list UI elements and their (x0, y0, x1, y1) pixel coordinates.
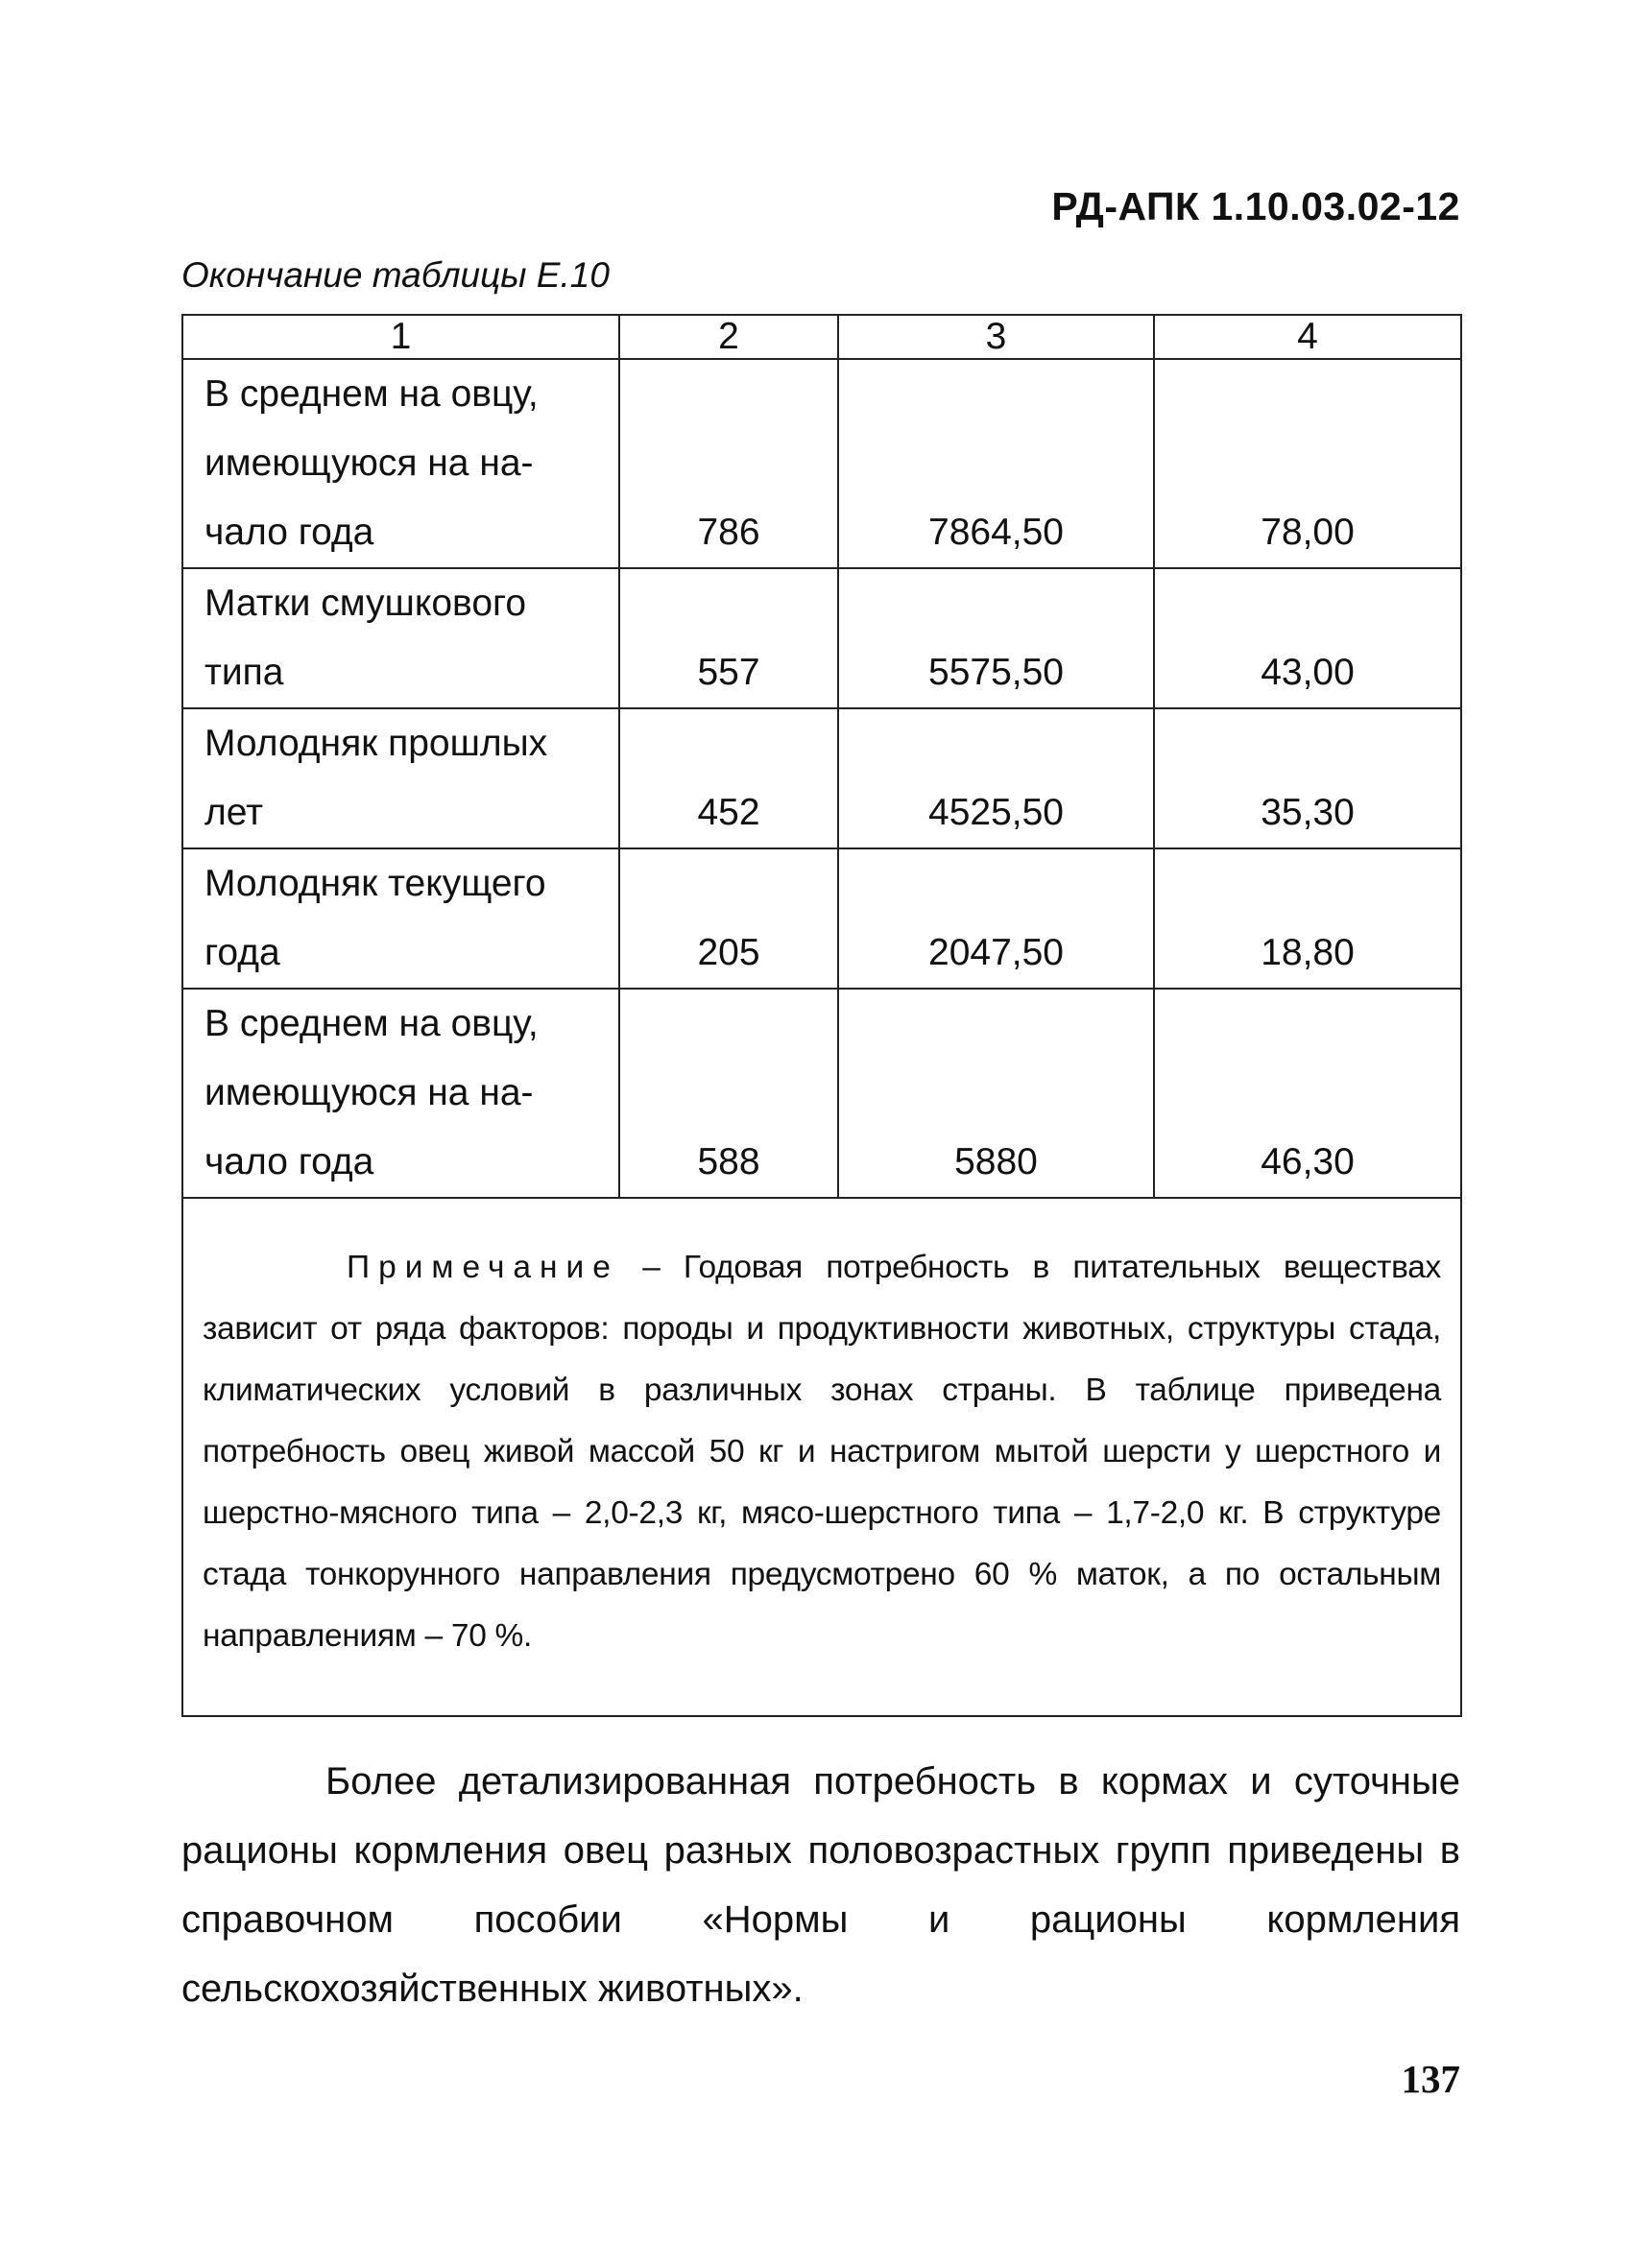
note-text: – Годовая потребность в питательных веществах зависит от ряда факторов: породы и продуктивности животных, структуры стада, климатических условий в различных зонах страны. В таблице приведена потребность овец живой массой 50 кг и настригом мытой шерсти у шерстного и шерстно-мясного типа – 2,0-2,3 кг, мясо-шерстного типа – 1,7-2,0 кг. В структуре стада тонкорунного направления предусмотрено 60 % маток, а по остальным направлениям – 70 %. (203, 1250, 1441, 1654)
table-row (182, 359, 1461, 568)
table-cell: 786 (619, 359, 838, 568)
row-label (182, 359, 619, 568)
row-label (182, 989, 619, 1198)
table-cell: 205 (619, 848, 838, 989)
column-header: 2 (619, 315, 838, 359)
row-label-line: Матки смушкового (204, 583, 527, 624)
row-label (182, 708, 619, 848)
table-cell: 588 (619, 989, 838, 1198)
page-number: 137 (1401, 2057, 1460, 2101)
table-cell: 18,80 (1154, 848, 1461, 989)
table-cell: 2047,50 (838, 848, 1154, 989)
table-note (182, 1198, 1461, 1716)
table-row (182, 989, 1461, 1198)
row-label-line: года (204, 932, 280, 973)
table-cell: 35,30 (1154, 708, 1461, 848)
table-cell: 557 (619, 568, 838, 708)
table-row (182, 568, 1461, 708)
table-cell: 452 (619, 708, 838, 848)
table-cell: 5575,50 (838, 568, 1154, 708)
table-cell: 43,00 (1154, 568, 1461, 708)
table-caption: Окончание таблицы Е.10 (181, 255, 610, 295)
row-label (182, 568, 619, 708)
table-cell: 5880 (838, 989, 1154, 1198)
column-header: 1 (182, 315, 619, 359)
row-label-line: В среднем на овцу, (204, 373, 539, 415)
body-paragraph: Более детализированная потребность в кормах и суточные рационы кормления овец разных половозрастных групп приведены в справочном пособии «Нормы и рационы кормления сельскохозяйственных животных». (181, 1760, 1460, 2010)
column-header: 3 (838, 315, 1154, 359)
note-prefix: Примечание (347, 1250, 619, 1285)
row-label-line: В среднем на овцу, (204, 1003, 539, 1044)
table-cell: 4525,50 (838, 708, 1154, 848)
row-label-line: имеющуюся на на- (204, 442, 534, 484)
row-label-line: имеющуюся на на- (204, 1072, 534, 1113)
table-row (182, 708, 1461, 848)
table-cell: 46,30 (1154, 989, 1461, 1198)
table-note-row (182, 1198, 1461, 1716)
column-header: 4 (1154, 315, 1461, 359)
table-header-row (182, 315, 1461, 359)
row-label-line: типа (204, 652, 284, 693)
row-label-line: чало года (204, 1141, 374, 1182)
document-code: РД-АПК 1.10.03.02-12 (1051, 184, 1460, 228)
row-label-line: лет (204, 792, 264, 833)
row-label-line: чало года (204, 512, 374, 553)
table-row (182, 848, 1461, 989)
row-label (182, 848, 619, 989)
table-cell: 7864,50 (838, 359, 1154, 568)
row-label-line: Молодняк текущего (204, 863, 546, 904)
data-table (181, 314, 1462, 1717)
row-label-line: Молодняк прошлых (204, 723, 548, 764)
table-cell: 78,00 (1154, 359, 1461, 568)
